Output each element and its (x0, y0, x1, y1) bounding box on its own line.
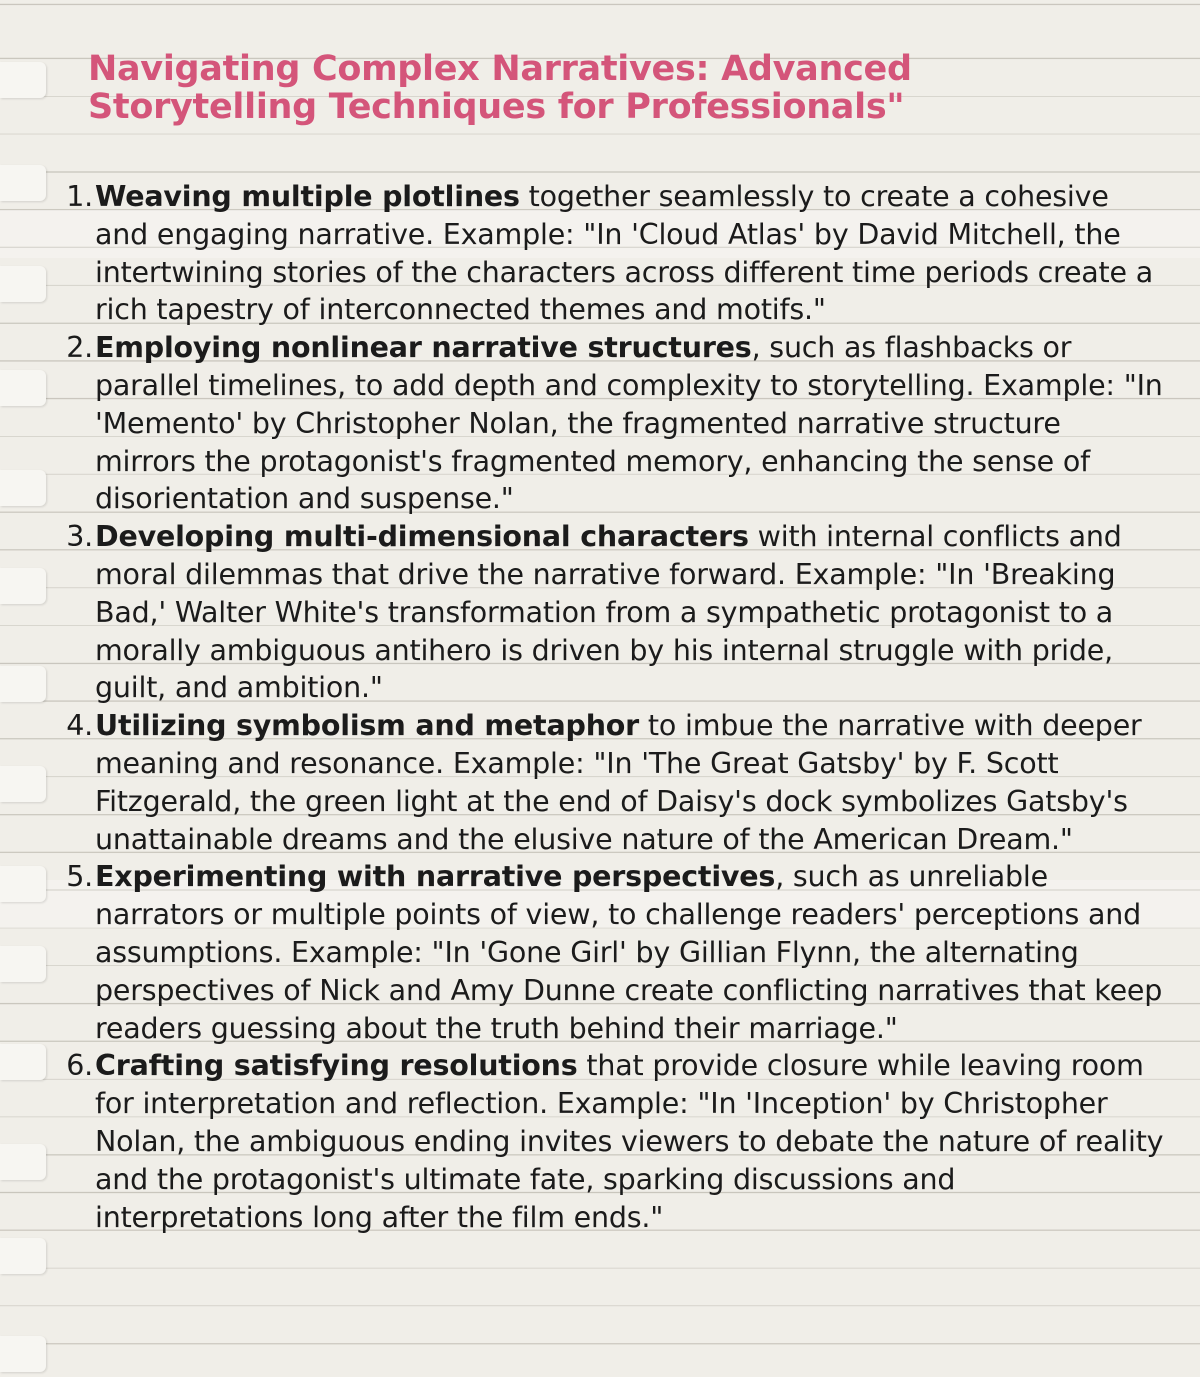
binder-tab (0, 62, 46, 98)
binder-tab (0, 1144, 46, 1180)
binder-tab (0, 1044, 46, 1080)
binder-tab (0, 266, 46, 302)
binder-tab (0, 568, 46, 604)
item-heading: Developing multi-dimensional characters (95, 520, 749, 554)
item-text: , such as flashbacks or parallel timelines, to add depth and complexity to storytelling. Example: "In 'Memento' by Christopher Nolan, the fragmented narrative structure mirrors the protagonist's fragmented memory, enhancing the sense of disorientation and suspense." (95, 331, 1163, 516)
binder-tab (0, 666, 46, 702)
item-number: 5. (66, 860, 93, 894)
binder-tab (0, 1336, 46, 1372)
binder-tab (0, 1238, 46, 1274)
list-item (66, 707, 1165, 858)
item-number: 1. (66, 180, 93, 213)
item-text: , such as unreliable narrators or multiple points of view, to challenge readers' perceptions and assumptions. Example: "In 'Gone Girl' by Gillian Flynn, the alternating perspectives of Nick and Amy Dunne create conflicting narratives that keep readers guessing about the truth behind their marriage." (95, 860, 1163, 1045)
binder-tab (0, 370, 46, 406)
item-text: together seamlessly to create a cohesive and engaging narrative. Example: "In 'Cloud Atlas' by David Mitchell, the intertwining stories of the characters across different time periods create a rich tapestry of interconnected themes and motifs." (95, 180, 1153, 327)
technique-list (66, 178, 1165, 1236)
item-text: with internal conflicts and moral dilemmas that drive the narrative forward. Example: "In 'Breaking Bad,' Walter White's transformation from a sympathetic protagonist to a morally ambiguous antihero is driven by his internal struggle with pride, guilt, and ambition." (95, 520, 1122, 705)
list-item (66, 1047, 1165, 1236)
binder-tab (0, 866, 46, 902)
item-heading: Utilizing symbolism and metaphor (95, 709, 640, 743)
binder-tab (0, 470, 46, 506)
item-number: 2. (66, 331, 93, 365)
item-heading: Experimenting with narrative perspectives (95, 860, 776, 894)
binder-tab (0, 946, 46, 982)
item-text: to imbue the narrative with deeper meaning and resonance. Example: "In 'The Great Gatsby' by F. Scott Fitzgerald, the green light at the end of Daisy's dock symbolizes Gatsby's unattainable dreams and the elusive nature of the American Dream." (95, 709, 1142, 856)
list-item (66, 858, 1165, 1047)
item-heading: Weaving multiple plotlines (95, 180, 520, 213)
list-item (66, 518, 1165, 707)
binder-tab (0, 165, 46, 201)
list-item (66, 178, 1165, 329)
page-title: Navigating Complex Narratives: Advanced Storytelling Techniques for Professionals" (88, 49, 912, 127)
item-text: that provide closure while leaving room for interpretation and reflection. Example: "In 'Inception' by Christopher Nolan, the ambiguous ending invites viewers to debate the nature of reality and the protagonist's ultimate fate, sparking discussions and interpretations long after the film ends." (95, 1049, 1164, 1234)
item-heading: Crafting satisfying resolutions (95, 1049, 578, 1083)
item-number: 3. (66, 520, 93, 554)
item-heading: Employing nonlinear narrative structures (95, 331, 752, 365)
item-number: 4. (66, 709, 93, 743)
list-item (66, 329, 1165, 518)
binder-tab (0, 766, 46, 802)
item-number: 6. (66, 1049, 93, 1083)
